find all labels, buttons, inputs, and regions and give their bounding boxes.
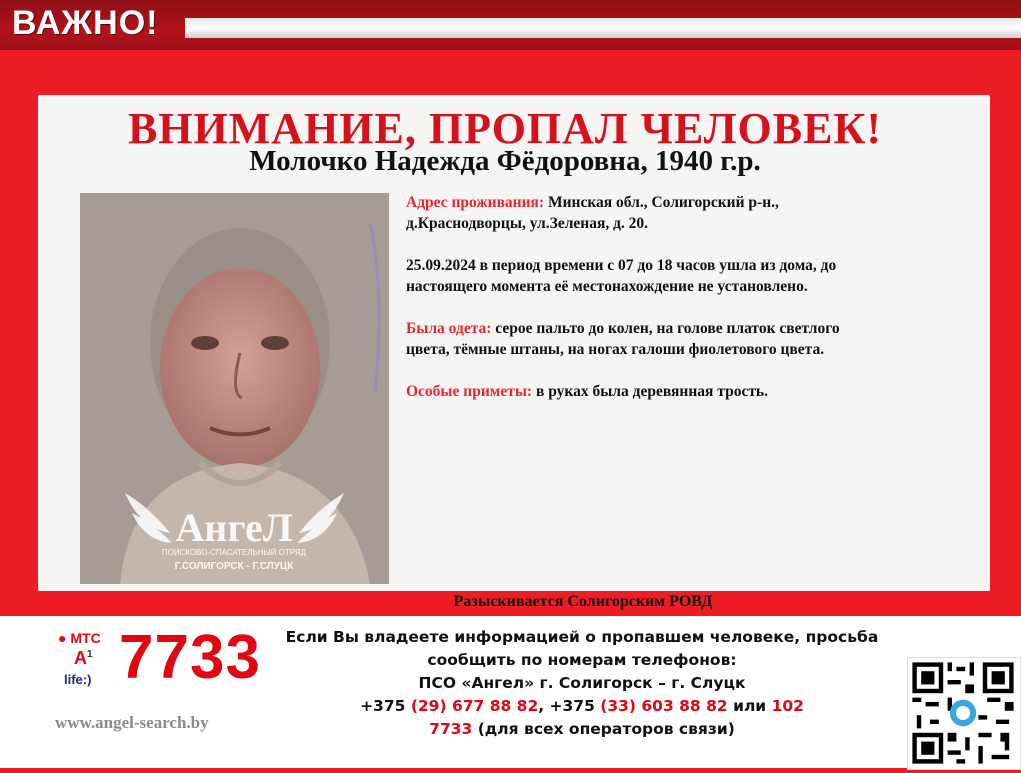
banner-title: ВАЖНО!: [12, 4, 159, 42]
short-number: 7733: [119, 623, 261, 692]
address-paragraph: [406, 192, 966, 234]
short-number-inline: 7733: [429, 720, 473, 738]
msg-short-line: [262, 718, 902, 741]
features-paragraph: [406, 381, 966, 402]
person-name: Молочко Надежда Фёдоровна, 1940 г.р.: [249, 145, 761, 177]
portrait-illustration: [80, 193, 389, 584]
clothing-paragraph: [406, 318, 966, 360]
info-block: [406, 192, 966, 423]
phone-or: или: [727, 697, 772, 715]
a1-label: A: [74, 648, 87, 668]
features-label: Особые приметы:: [406, 383, 533, 400]
mts-label: МТС: [70, 630, 101, 646]
clothing-line1: серое пальто до колен, на голове платок светлого: [491, 320, 840, 337]
watermark-logo: АнгеЛ: [175, 505, 293, 550]
mts-logo: ● МТС: [58, 630, 101, 646]
msg-phones: [262, 695, 902, 718]
circumstances-line1: 25.09.2024 в период времени с 07 до 18 часов ушла из дома, до: [406, 257, 837, 274]
qr-code[interactable]: [907, 657, 1021, 770]
top-banner: [0, 0, 1021, 50]
msg-line1: Если Вы владеете информацией о пропавшем человеке, просьба: [285, 628, 879, 646]
address-line2: д.Краснодворцы, ул.Зеленая, д. 20.: [406, 215, 649, 232]
qr-code-icon: [908, 658, 1018, 768]
poster-headline: ВНИМАНИЕ, ПРОПАЛ ЧЕЛОВЕК!: [127, 104, 883, 153]
life-logo: life:): [64, 672, 92, 687]
watermark-cities: Г.СОЛИГОРСК - Г.СЛУЦК: [174, 561, 294, 572]
clothing-line2: цвета, тёмные штаны, на ногах галоши фиолетового цвета.: [406, 341, 825, 358]
website-link[interactable]: www.angel-search.by: [55, 713, 209, 732]
contact-message: [262, 626, 902, 741]
address-label: Адрес проживания:: [406, 194, 545, 211]
phone-2: (33) 603 88 82: [600, 697, 728, 715]
person-photo: [80, 193, 389, 584]
msg-line3: ПСО «Ангел» г. Солигорск – г. Слуцк: [418, 674, 746, 692]
address-line1: Минская обл., Солигорский р-н.,: [544, 194, 779, 211]
a1-sup: 1: [87, 649, 93, 660]
phone-1: (29) 677 88 82: [410, 697, 539, 715]
searched-by: [0, 593, 1021, 611]
circumstances-line2: настоящего момента её местонахождение не установлено.: [406, 278, 808, 295]
watermark-subtitle: ПОИСКОВО-СПАСАТЕЛЬНЫЙ ОТРЯД: [161, 548, 307, 557]
all-operators: (для всех операторов связи): [472, 720, 735, 738]
phone-sep: , +375: [538, 697, 601, 715]
a1-logo: [74, 648, 93, 669]
banner-stripe: [185, 18, 1021, 38]
phone-3: 102: [771, 697, 804, 715]
features-text: в руках была деревянная трость.: [532, 383, 769, 400]
msg-line2: сообщить по номерам телефонов:: [427, 651, 737, 669]
circumstances-paragraph: [406, 255, 966, 297]
clothing-label: Была одета:: [406, 320, 492, 337]
searched-by-text: Разыскивается Солигорским РОВД: [453, 593, 713, 610]
phone-prefix1: +375: [360, 697, 411, 715]
